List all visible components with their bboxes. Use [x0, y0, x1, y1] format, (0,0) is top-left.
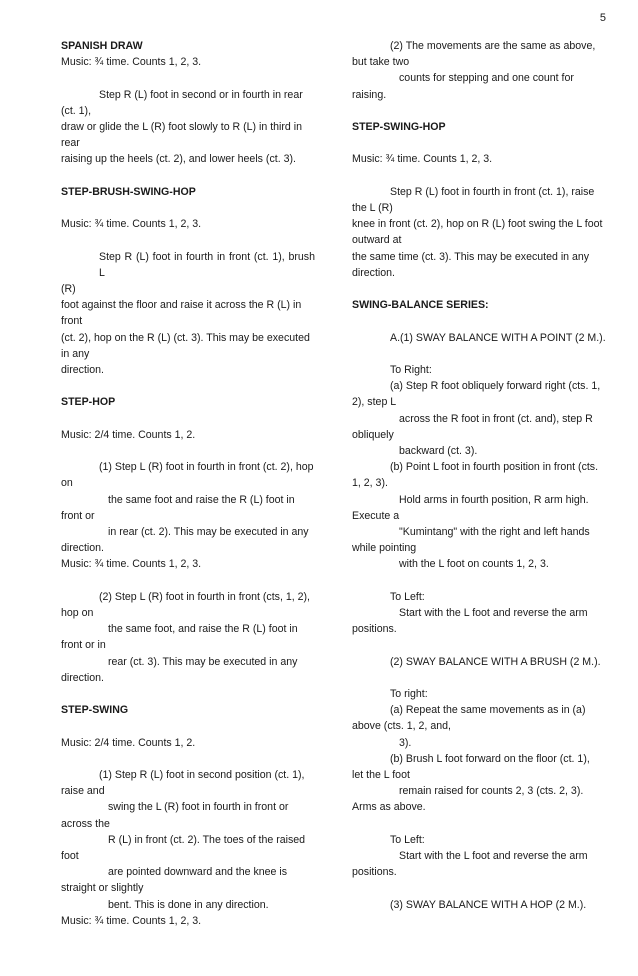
- paragraph-gap: [61, 686, 315, 702]
- text-line: above (cts. 1, 2, and,: [352, 720, 451, 733]
- text-line: the L (R): [352, 201, 393, 214]
- text-line: (R): [61, 282, 76, 295]
- paragraph-gap: [352, 135, 606, 151]
- text-line: rear: [61, 137, 80, 150]
- paragraph-gap: [352, 313, 606, 329]
- text-line: Music: ¾ time. Counts 1, 2, 3.: [61, 558, 202, 571]
- text-line: the same time (ct. 3). This may be executed in any: [352, 250, 590, 263]
- text-line: direction.: [61, 671, 104, 684]
- section-heading: STEP-SWING: [61, 704, 129, 717]
- text-line: rear (ct. 3). This may be executed in any: [108, 655, 298, 668]
- text-line: direction.: [61, 542, 104, 555]
- text-line: (2) The movements are the same as above,: [390, 40, 596, 52]
- section-heading: STEP-HOP: [61, 396, 116, 409]
- text-line: remain raised for counts 2, 3 (cts. 2, 3).: [399, 785, 584, 798]
- text-line: positions.: [352, 866, 397, 879]
- text-line: raise and: [61, 785, 105, 798]
- section-heading: STEP-BRUSH-SWING-HOP: [61, 185, 196, 198]
- text-line: front or: [61, 509, 95, 522]
- page-number: 5: [599, 12, 606, 24]
- text-line: let the L foot: [352, 769, 410, 781]
- text-line: but take two: [352, 56, 410, 69]
- text-line: obliquely: [352, 428, 394, 441]
- text-line: foot: [61, 849, 79, 862]
- text-line: straight or slightly: [61, 882, 144, 895]
- text-line: the same foot and raise the R (L) foot in: [108, 493, 295, 506]
- text-line: Music: ¾ time. Counts 1, 2, 3.: [61, 56, 202, 69]
- text-line: on: [61, 477, 73, 490]
- paragraph-gap: [61, 718, 315, 734]
- paragraph-gap: [61, 168, 315, 184]
- paragraph-gap: [61, 200, 315, 216]
- text-line: "Kumintang" with the right and left hands: [399, 526, 590, 538]
- text-line: To Left:: [390, 833, 425, 846]
- text-line: Execute a: [352, 509, 400, 522]
- text-line: bent. This is done in any direction.: [108, 898, 269, 911]
- paragraph-gap: [352, 168, 606, 184]
- paragraph-gap: [352, 637, 606, 653]
- text-line: are pointed downward and the knee is: [108, 866, 288, 879]
- text-line: (3) SWAY BALANCE WITH A HOP (2 M.).: [390, 898, 587, 911]
- paragraph-gap: [352, 670, 606, 686]
- left-column: [61, 38, 315, 929]
- text-line: front: [61, 315, 83, 328]
- text-line: R (L) in front (ct. 2). The toes of the raised: [108, 833, 306, 846]
- paragraph-gap: [61, 70, 315, 86]
- text-line: direction.: [61, 364, 104, 376]
- text-line: Step R (L) foot in fourth in front (ct. 1), brush L: [99, 250, 315, 279]
- text-line: (ct. 2), hop on the R (L) (ct. 3). This may be executed: [61, 331, 310, 344]
- text-line: positions.: [352, 623, 397, 636]
- paragraph-gap: [352, 880, 606, 896]
- paragraph-gap: [61, 378, 315, 394]
- paragraph-gap: [352, 281, 606, 297]
- text-line: Music: 2/4 time. Counts 1, 2.: [61, 736, 196, 749]
- text-line: 3).: [399, 736, 412, 749]
- text-line: To Right:: [390, 363, 432, 376]
- paragraph-gap: [352, 103, 606, 119]
- paragraph-gap: [61, 232, 315, 248]
- text-line: Music: ¾ time. Counts 1, 2, 3.: [61, 914, 202, 927]
- text-line: raising.: [352, 88, 387, 101]
- text-line: (b) Point L foot in fourth position in front (cts.: [390, 461, 599, 474]
- text-line: direction.: [352, 266, 395, 279]
- paragraph-gap: [61, 573, 315, 589]
- text-line: (b) Brush L foot forward on the floor (ct. 1),: [390, 752, 590, 765]
- text-line: (a) Repeat the same movements as in (a): [390, 704, 586, 717]
- section-heading: SWING-BALANCE SERIES:: [352, 299, 489, 312]
- paragraph-gap: [352, 346, 606, 362]
- text-line: Music: ¾ time. Counts 1, 2, 3.: [352, 153, 493, 166]
- section-heading: SPANISH DRAW: [61, 40, 143, 52]
- text-line: backward (ct. 3).: [399, 444, 478, 457]
- text-line: Music: ¾ time. Counts 1, 2, 3.: [61, 218, 202, 231]
- text-line: across the: [61, 817, 110, 830]
- text-line: raising up the heels (ct. 2), and lower heels (ct. 3).: [61, 153, 296, 166]
- paragraph-gap: [352, 573, 606, 589]
- text-line: 2), step L: [352, 396, 397, 409]
- text-line: outward at: [352, 234, 402, 247]
- text-line: draw or glide the L (R) foot slowly to R (L) in third in: [61, 121, 303, 133]
- paragraph-gap: [61, 411, 315, 427]
- right-column: [352, 38, 606, 913]
- text-line: counts for stepping and one count for: [399, 72, 574, 85]
- text-line: 1, 2, 3).: [352, 477, 388, 490]
- text-line: Step R (L) foot in second or in fourth in rear: [99, 88, 303, 101]
- text-line: Music: 2/4 time. Counts 1, 2.: [61, 428, 196, 441]
- text-line: hop on: [61, 606, 94, 619]
- text-line: Start with the L foot and reverse the arm: [399, 850, 588, 862]
- text-line: foot against the floor and raise it across the R (L) in: [61, 299, 302, 312]
- paragraph-gap: [352, 816, 606, 832]
- text-line: (1) Step R (L) foot in second position (ct. 1),: [99, 768, 305, 781]
- text-line: (2) SWAY BALANCE WITH A BRUSH (2 M.).: [390, 655, 601, 668]
- text-line: while pointing: [352, 542, 417, 555]
- text-line: swing the L (R) foot in fourth in front or: [108, 801, 289, 814]
- text-line: with the L foot on counts 1, 2, 3.: [399, 558, 549, 571]
- text-line: (2) Step L (R) foot in fourth in front (cts, 1, 2),: [99, 590, 310, 603]
- text-line: To right:: [390, 687, 428, 700]
- text-line: Arms as above.: [352, 801, 426, 814]
- text-line: front or in: [61, 639, 106, 652]
- text-line: the same foot, and raise the R (L) foot in: [108, 623, 298, 636]
- text-line: knee in front (ct. 2), hop on R (L) foot swing the L foot: [352, 218, 603, 231]
- text-line: Step R (L) foot in fourth in front (ct. 1), raise: [390, 185, 595, 198]
- text-line: Start with the L foot and reverse the arm: [399, 607, 588, 619]
- text-line: To Left:: [390, 590, 425, 603]
- text-line: Hold arms in fourth position, R arm high.: [399, 493, 589, 506]
- paragraph-gap: [61, 443, 315, 459]
- text-line: (ct. 1),: [61, 104, 92, 117]
- text-line: (a) Step R foot obliquely forward right (cts. 1,: [390, 380, 601, 393]
- paragraph-gap: [61, 751, 315, 767]
- text-line: across the R foot in front (ct. and), step R: [399, 412, 593, 425]
- text-line: (1) Step L (R) foot in fourth in front (ct. 2), hop: [99, 461, 314, 474]
- section-heading: STEP-SWING-HOP: [352, 121, 446, 133]
- text-line: in rear (ct. 2). This may be executed in any: [108, 525, 309, 538]
- text-line: in any: [61, 347, 90, 360]
- text-line: A.(1) SWAY BALANCE WITH A POINT (2 M.).: [390, 331, 606, 344]
